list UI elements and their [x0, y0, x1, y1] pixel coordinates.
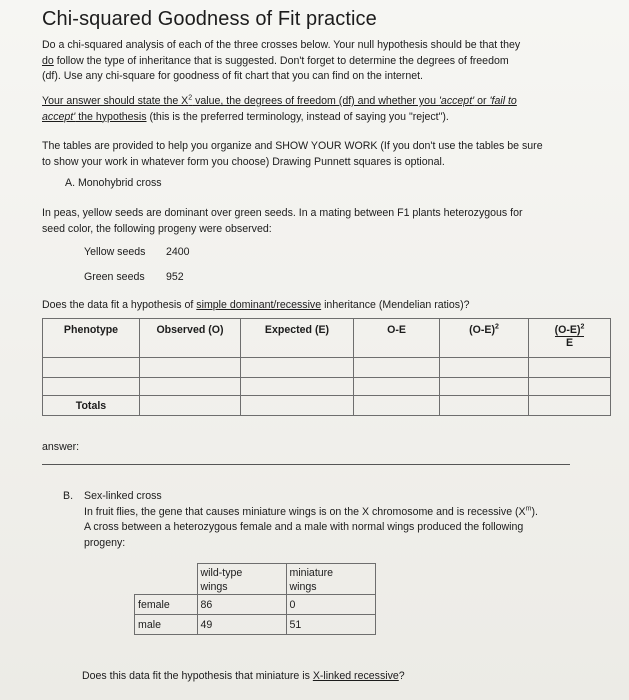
intro-do-underlined: do — [42, 54, 54, 67]
green-seeds-label: Green seeds — [84, 271, 145, 283]
tables-note-line-1: The tables are provided to help you organize and SHOW YOUR WORK (If you don't use the tables be sure — [42, 140, 543, 152]
section-a-question — [42, 298, 612, 314]
section-b-question — [82, 669, 602, 685]
table-cell[interactable] — [241, 358, 354, 378]
table-cell[interactable] — [140, 396, 241, 416]
section-a-desc-2: seed color, the following progeny were observed: — [42, 222, 272, 235]
yellow-seeds-value: 2400 — [166, 246, 190, 258]
female-wild-type-count: 86 — [197, 595, 286, 615]
tables-instructions — [42, 139, 612, 170]
question-a-underlined: simple dominant/recessive — [196, 299, 322, 311]
table-cell[interactable] — [354, 358, 440, 378]
table-totals-row — [43, 396, 611, 416]
table-cell[interactable] — [241, 378, 354, 396]
or-text: or — [474, 95, 490, 107]
header-miniature-wings — [286, 564, 375, 595]
table-cell[interactable] — [440, 396, 529, 416]
progeny-header-row — [135, 564, 376, 595]
question-b-underlined: X-linked recessive — [312, 670, 399, 682]
table-row — [135, 595, 376, 615]
table-row — [43, 378, 611, 396]
wild-type-wings-label: wings — [200, 581, 228, 593]
section-b-label: B. — [63, 490, 74, 502]
table-cell[interactable] — [43, 378, 140, 396]
table-header-row — [43, 319, 611, 358]
table-cell[interactable] — [440, 358, 529, 378]
intro-line-3: (df). Use any chi-square for goodness of fit chart that you can find on the internet. — [42, 70, 423, 82]
chi-term-denominator: E — [565, 337, 574, 349]
header-squared-sup-2: 2 — [580, 323, 585, 331]
chi-term-numerator — [555, 324, 585, 337]
intro-line-1: Do a chi-squared analysis of each of the three crosses below. Your null hypothesis should be that they — [42, 39, 521, 51]
section-b-desc-1-text: In fruit flies, the gene that causes miniature wings is on the X chromosome and is recessive (X — [84, 505, 526, 518]
header-o-minus-e-squared-text: (O-E) — [469, 324, 495, 336]
progeny-table — [134, 563, 376, 635]
answer-note-line-2 — [42, 110, 602, 126]
table-cell[interactable] — [354, 378, 440, 396]
answer-note-line-1 — [42, 94, 602, 110]
table-cell[interactable] — [354, 396, 440, 416]
chi-square-table — [42, 318, 611, 416]
yellow-seeds-label: Yellow seeds — [84, 246, 146, 258]
tables-note-line-2: to show your work in whatever form you choose) Drawing Punnett squares is optional. — [42, 155, 445, 168]
fail-to-term: 'fail to — [489, 95, 517, 107]
intro-line-2 — [42, 54, 602, 70]
progeny-corner — [135, 564, 198, 595]
section-b-desc-3: progeny: — [84, 536, 126, 549]
question-b-text-1: Does this data fit the hypothesis that miniature is — [82, 670, 313, 682]
miniature-label: miniature — [289, 567, 334, 579]
accept-term-end: accept' — [42, 110, 76, 123]
xm-superscript: m — [525, 504, 532, 512]
header-chi-term — [529, 319, 611, 358]
section-b-desc-2: A cross between a heterozygous female and a male with normal wings produced the following — [84, 521, 524, 533]
table-row — [135, 615, 376, 635]
answer-label: answer: — [42, 441, 80, 453]
page-title: Chi-squared Goodness of Fit practice — [42, 8, 377, 30]
answer-instructions — [42, 94, 602, 125]
intro-paragraph — [42, 38, 602, 85]
header-squared-sup-1: 2 — [494, 323, 499, 331]
section-a-heading: A. Monohybrid cross — [65, 177, 162, 189]
chi-term-numerator-text: (O-E) — [554, 324, 581, 336]
question-a-text-2: inheritance (Mendelian ratios)? — [321, 299, 470, 311]
section-b-content — [84, 489, 604, 551]
question-a-text-1: Does the data fit a hypothesis of — [42, 299, 197, 311]
table-cell[interactable] — [140, 358, 241, 378]
accept-term: 'accept' — [438, 95, 475, 107]
table-cell[interactable] — [440, 378, 529, 396]
header-wild-type-wings — [197, 564, 286, 595]
question-b-text-2: ? — [398, 670, 405, 682]
miniature-wings-label: wings — [289, 581, 317, 593]
table-cell[interactable] — [529, 378, 611, 396]
table-cell[interactable] — [529, 396, 611, 416]
male-miniature-count: 51 — [286, 615, 375, 635]
header-phenotype: Phenotype — [43, 319, 140, 358]
female-miniature-count: 0 — [286, 595, 375, 615]
table-cell[interactable] — [241, 396, 354, 416]
intro-line-2-rest: follow the type of inheritance that is suggested. Don't forget to determine the degrees of freedom — [53, 54, 509, 67]
answer-line[interactable] — [42, 464, 570, 465]
header-o-minus-e: O-E — [354, 319, 440, 358]
header-observed: Observed (O) — [140, 319, 241, 358]
table-cell[interactable] — [140, 378, 241, 396]
wild-type-label: wild-type — [200, 567, 243, 579]
header-expected: Expected (E) — [241, 319, 354, 358]
male-label: male — [135, 615, 198, 635]
answer-note-text-b: value, the degrees of freedom (df) and whether you — [192, 95, 439, 107]
section-b-title: Sex-linked cross — [84, 490, 162, 502]
header-o-minus-e-squared — [440, 319, 529, 358]
section-b-desc-1 — [84, 505, 604, 521]
table-cell[interactable] — [43, 358, 140, 378]
male-wild-type-count: 49 — [197, 615, 286, 635]
section-a-desc-1: In peas, yellow seeds are dominant over green seeds. In a mating between F1 plants heterozygous for — [42, 207, 523, 219]
answer-note-text-a: Your answer should state the X — [42, 95, 189, 107]
section-b-desc-1-end: ). — [531, 505, 538, 518]
answer-note-sup: 2 — [188, 94, 193, 102]
green-seeds-value: 952 — [166, 271, 184, 283]
totals-label: Totals — [43, 396, 140, 416]
table-cell[interactable] — [529, 358, 611, 378]
the-hypothesis-text: the hypothesis — [75, 110, 147, 123]
section-a-description — [42, 206, 602, 237]
table-row — [43, 358, 611, 378]
answer-note-line-2-rest: (this is the preferred terminology, instead of saying you "reject"). — [146, 110, 449, 123]
female-label: female — [135, 595, 198, 615]
